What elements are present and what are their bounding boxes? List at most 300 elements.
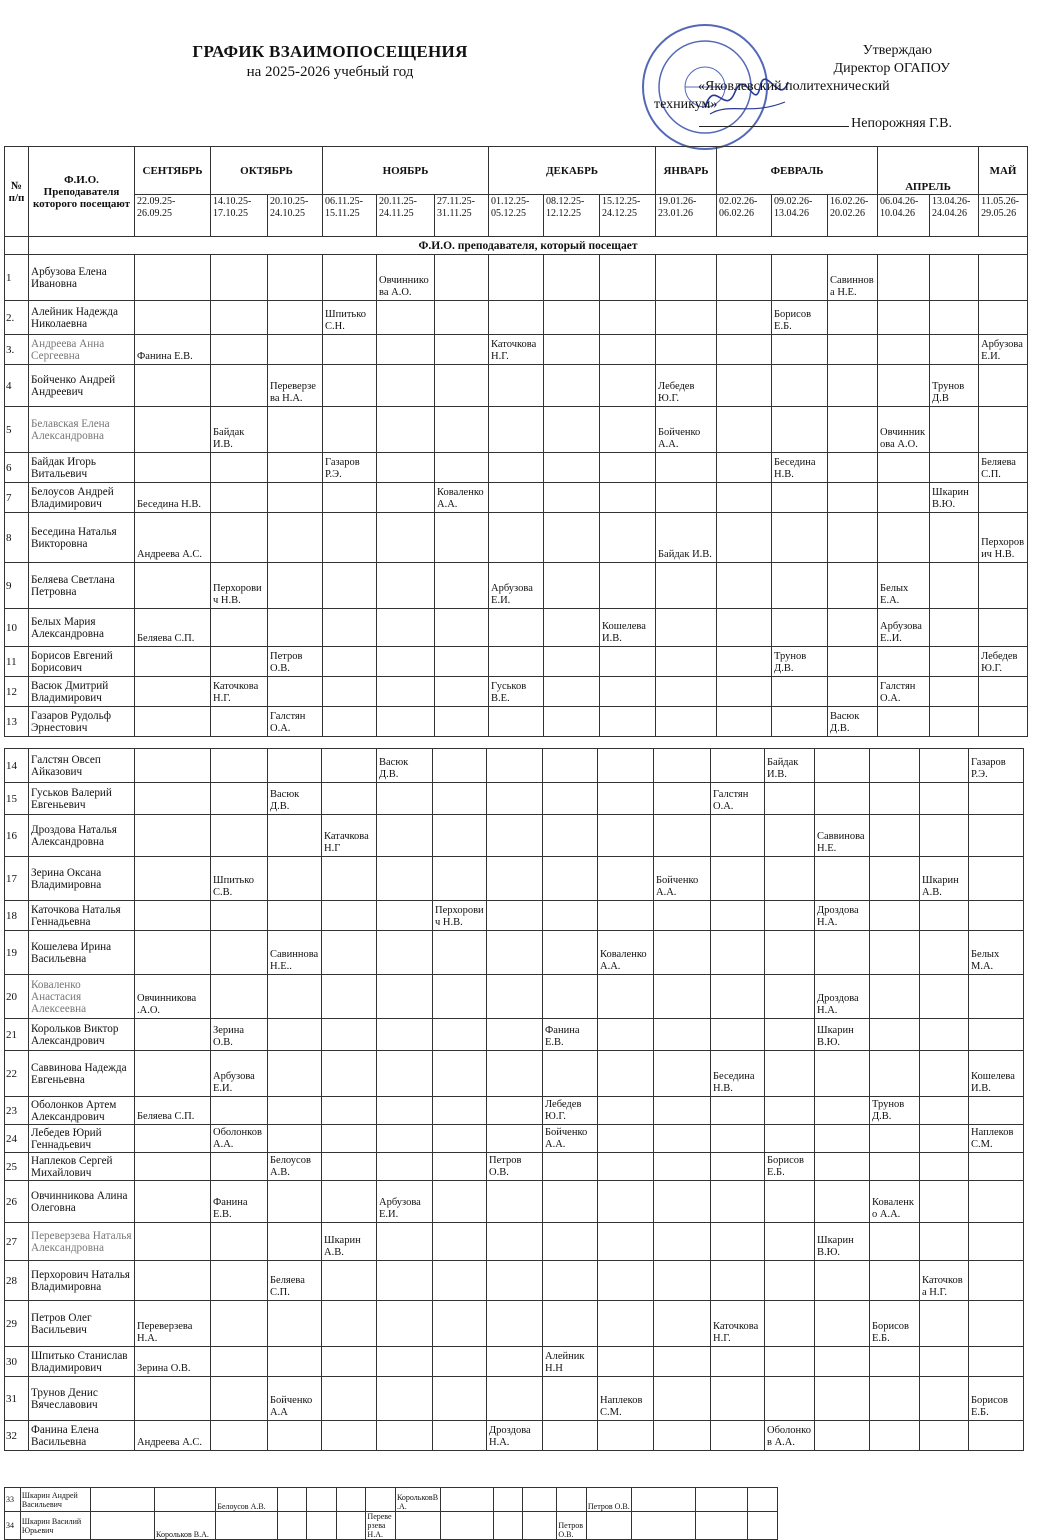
visiting-teacher-cell bbox=[135, 1377, 211, 1421]
visiting-teacher-cell bbox=[870, 1421, 920, 1451]
visiting-teacher-cell: Оболонков А.А. bbox=[765, 1421, 815, 1451]
teacher-name: Шкарин Василий Юрьевич bbox=[20, 1512, 90, 1540]
date-range-header: 14.10.25-17.10.25 bbox=[211, 195, 268, 237]
visiting-teacher-cell bbox=[323, 335, 377, 365]
visiting-teacher-cell: Васюк Д.В. bbox=[377, 749, 433, 783]
row-number: 32 bbox=[5, 1421, 29, 1451]
visiting-teacher-cell bbox=[377, 1301, 433, 1347]
row-number: 13 bbox=[5, 707, 29, 737]
teacher-name: Переверзева Наталья Александровна bbox=[29, 1223, 135, 1261]
visiting-teacher-cell bbox=[323, 365, 377, 407]
visiting-teacher-cell bbox=[920, 975, 969, 1019]
table-row bbox=[5, 647, 1028, 677]
visiting-teacher-cell bbox=[765, 783, 815, 815]
visiting-teacher-cell bbox=[487, 815, 543, 857]
visiting-teacher-cell bbox=[435, 677, 489, 707]
visiting-teacher-cell bbox=[323, 647, 377, 677]
visiting-teacher-cell bbox=[323, 407, 377, 453]
visiting-teacher-cell: Алейник Н.Н bbox=[543, 1347, 598, 1377]
visiting-teacher-cell: Петров О.В. bbox=[557, 1512, 587, 1540]
table-row bbox=[5, 1125, 1024, 1153]
visiting-teacher-cell bbox=[654, 749, 711, 783]
month-header-april: АПРЕЛЬ bbox=[878, 147, 979, 195]
row-number: 21 bbox=[5, 1019, 29, 1051]
visiting-teacher-cell bbox=[717, 707, 772, 737]
visiting-teacher-cell bbox=[870, 1153, 920, 1181]
visiting-teacher-cell bbox=[930, 513, 979, 563]
visiting-teacher-cell bbox=[828, 365, 878, 407]
table-row bbox=[5, 1153, 1024, 1181]
visiting-teacher-cell bbox=[969, 1421, 1024, 1451]
visiting-teacher-cell: Васюк Д.В. bbox=[268, 783, 322, 815]
visiting-teacher-cell bbox=[870, 975, 920, 1019]
visiting-teacher-cell bbox=[135, 1051, 211, 1097]
visiting-teacher-cell bbox=[654, 1347, 711, 1377]
visiting-teacher-cell bbox=[268, 1097, 322, 1125]
visiting-teacher-cell bbox=[969, 1019, 1024, 1051]
visiting-teacher-cell: Перхорович Н.В. bbox=[979, 513, 1028, 563]
visiting-teacher-cell bbox=[211, 1097, 268, 1125]
visiting-teacher-cell bbox=[377, 677, 435, 707]
visiting-teacher-cell bbox=[878, 513, 930, 563]
teacher-name: Петров Олег Васильевич bbox=[29, 1301, 135, 1347]
visiting-teacher-cell bbox=[435, 563, 489, 609]
visiting-teacher-cell: Фанина Е.В. bbox=[543, 1019, 598, 1051]
visiting-teacher-cell bbox=[323, 609, 377, 647]
teacher-name: Оболонков Артем Александрович bbox=[29, 1097, 135, 1125]
teacher-name: Шкарин Андрей Васильевич bbox=[20, 1488, 90, 1512]
table-row bbox=[5, 931, 1024, 975]
visiting-teacher-cell: Овчинникова А.О. bbox=[878, 407, 930, 453]
row-number: 27 bbox=[5, 1223, 29, 1261]
visiting-teacher-cell bbox=[544, 677, 600, 707]
visiting-teacher-cell bbox=[772, 609, 828, 647]
visiting-teacher-cell: Лебедев Ю.Г. bbox=[979, 647, 1028, 677]
visiting-teacher-cell bbox=[211, 931, 268, 975]
table-row bbox=[5, 1181, 1024, 1223]
teacher-name: Корольков Виктор Александрович bbox=[29, 1019, 135, 1051]
visiting-teacher-cell bbox=[656, 647, 717, 677]
visiting-teacher-cell bbox=[377, 453, 435, 483]
table-row bbox=[5, 1512, 778, 1540]
visiting-teacher-cell bbox=[433, 975, 487, 1019]
visiting-teacher-cell bbox=[489, 255, 544, 301]
visiting-teacher-cell bbox=[598, 1097, 654, 1125]
visiting-teacher-cell bbox=[543, 975, 598, 1019]
visiting-teacher-cell bbox=[654, 1181, 711, 1223]
visiting-teacher-cell bbox=[377, 901, 433, 931]
visiting-teacher-cell bbox=[600, 453, 656, 483]
row-number: 8 bbox=[5, 513, 29, 563]
teacher-name: Трунов Денис Вячеславович bbox=[29, 1377, 135, 1421]
teacher-name: Овчинникова Алина Олеговна bbox=[29, 1181, 135, 1223]
visiting-teacher-cell bbox=[969, 1181, 1024, 1223]
visiting-teacher-cell bbox=[815, 1421, 870, 1451]
visiting-teacher-cell bbox=[322, 1051, 377, 1097]
visiting-teacher-cell bbox=[828, 563, 878, 609]
visiting-teacher-cell bbox=[772, 335, 828, 365]
visiting-teacher-cell bbox=[377, 335, 435, 365]
date-range-header: 22.09.25-26.09.25 bbox=[135, 195, 211, 237]
row-number: 19 bbox=[5, 931, 29, 975]
visiting-teacher-cell bbox=[544, 453, 600, 483]
visiting-teacher-cell bbox=[598, 783, 654, 815]
table-row bbox=[5, 1223, 1024, 1261]
visiting-teacher-cell bbox=[711, 1153, 765, 1181]
visiting-teacher-cell bbox=[920, 1153, 969, 1181]
table-row bbox=[5, 857, 1024, 901]
row-number: 30 bbox=[5, 1347, 29, 1377]
visiting-teacher-cell bbox=[211, 901, 268, 931]
visiting-teacher-cell bbox=[377, 365, 435, 407]
visiting-teacher-cell bbox=[543, 901, 598, 931]
visiting-teacher-cell bbox=[598, 901, 654, 931]
visiting-teacher-cell: Белоусов А.В. bbox=[268, 1153, 322, 1181]
teacher-name: Галстян Овсеп Айказович bbox=[29, 749, 135, 783]
visiting-teacher-cell bbox=[600, 647, 656, 677]
visiting-teacher-cell bbox=[600, 407, 656, 453]
visiting-teacher-cell bbox=[433, 1301, 487, 1347]
visiting-teacher-cell bbox=[815, 1153, 870, 1181]
visiting-teacher-cell bbox=[323, 677, 377, 707]
teacher-name: Алейник Надежда Николаевна bbox=[29, 301, 135, 335]
visiting-teacher-cell bbox=[268, 255, 323, 301]
visiting-teacher-cell bbox=[815, 1261, 870, 1301]
visiting-teacher-cell: Наплеков С.М. bbox=[969, 1125, 1024, 1153]
visiting-teacher-cell bbox=[544, 255, 600, 301]
visiting-teacher-cell bbox=[598, 1223, 654, 1261]
visiting-teacher-cell bbox=[870, 1377, 920, 1421]
visiting-teacher-cell bbox=[211, 453, 268, 483]
visiting-teacher-cell bbox=[268, 857, 322, 901]
visiting-teacher-cell bbox=[930, 609, 979, 647]
visiting-teacher-cell: Беляева С.П. bbox=[268, 1261, 322, 1301]
visiting-teacher-cell: Лебедев Ю.Г. bbox=[656, 365, 717, 407]
table-row bbox=[5, 815, 1024, 857]
visiting-teacher-cell bbox=[600, 513, 656, 563]
visiting-teacher-cell bbox=[654, 815, 711, 857]
visiting-teacher-cell bbox=[717, 453, 772, 483]
visiting-teacher-cell bbox=[654, 1097, 711, 1125]
visiting-teacher-cell bbox=[487, 931, 543, 975]
visiting-teacher-cell bbox=[600, 707, 656, 737]
visiting-teacher-cell bbox=[600, 563, 656, 609]
visiting-teacher-cell bbox=[711, 901, 765, 931]
visiting-teacher-cell bbox=[543, 931, 598, 975]
visiting-teacher-cell bbox=[487, 783, 543, 815]
visiting-teacher-cell bbox=[323, 513, 377, 563]
visiting-teacher-cell bbox=[268, 335, 323, 365]
visiting-teacher-cell bbox=[211, 707, 268, 737]
teacher-name: Беляева Светлана Петровна bbox=[29, 563, 135, 609]
teacher-name: Борисов Евгений Борисович bbox=[29, 647, 135, 677]
visiting-teacher-cell bbox=[323, 707, 377, 737]
visiting-teacher-cell bbox=[969, 975, 1024, 1019]
visiting-teacher-cell bbox=[717, 483, 772, 513]
visiting-teacher-cell bbox=[268, 609, 323, 647]
visiting-teacher-cell bbox=[711, 1181, 765, 1223]
visiting-teacher-cell bbox=[433, 1377, 487, 1421]
visiting-teacher-cell bbox=[487, 1301, 543, 1347]
visiting-teacher-cell bbox=[772, 365, 828, 407]
row-number: 17 bbox=[5, 857, 29, 901]
visiting-teacher-cell bbox=[600, 255, 656, 301]
visiting-teacher-cell bbox=[543, 857, 598, 901]
visiting-teacher-cell bbox=[870, 749, 920, 783]
visiting-teacher-cell: Дроздова Н.А. bbox=[815, 975, 870, 1019]
teacher-name: Наплеков Сергей Михайлович bbox=[29, 1153, 135, 1181]
visiting-teacher-cell bbox=[277, 1512, 307, 1540]
visiting-teacher-cell bbox=[543, 815, 598, 857]
date-range-header: 13.04.26-24.04.26 bbox=[930, 195, 979, 237]
visiting-teacher-cell bbox=[211, 301, 268, 335]
visiting-teacher-cell bbox=[656, 563, 717, 609]
visiting-teacher-cell: Беседина Н.В. bbox=[772, 453, 828, 483]
visiting-teacher-cell bbox=[377, 815, 433, 857]
visiting-teacher-cell bbox=[930, 647, 979, 677]
visiting-teacher-cell bbox=[487, 1125, 543, 1153]
visiting-teacher-cell bbox=[322, 1019, 377, 1051]
visiting-teacher-cell bbox=[969, 1097, 1024, 1125]
visiting-teacher-cell bbox=[765, 857, 815, 901]
visiting-teacher-cell: Борисов Е.Б. bbox=[765, 1153, 815, 1181]
month-header-november: НОЯБРЬ bbox=[323, 147, 489, 195]
visiting-teacher-cell: Переверзева Н.А. bbox=[135, 1301, 211, 1347]
visiting-teacher-cell bbox=[772, 483, 828, 513]
visiting-teacher-cell bbox=[600, 365, 656, 407]
visiting-teacher-cell bbox=[135, 1223, 211, 1261]
visiting-teacher-cell bbox=[870, 1051, 920, 1097]
visiting-teacher-cell: Овчинникова А.О. bbox=[377, 255, 435, 301]
visiting-teacher-cell: Беседина Н.В. bbox=[711, 1051, 765, 1097]
row-number: 25 bbox=[5, 1153, 29, 1181]
visiting-teacher-cell: Белых Е.А. bbox=[878, 563, 930, 609]
visiting-teacher-cell bbox=[543, 1301, 598, 1347]
visiting-teacher-cell bbox=[920, 1347, 969, 1377]
date-range-header: 09.02.26-13.04.26 bbox=[772, 195, 828, 237]
visiting-teacher-cell: Шпитько С.Н. bbox=[323, 301, 377, 335]
visiting-teacher-cell bbox=[654, 1261, 711, 1301]
row-number: 29 bbox=[5, 1301, 29, 1347]
visiting-teacher-cell: Перхорович Н.В. bbox=[433, 901, 487, 931]
visiting-teacher-cell bbox=[600, 335, 656, 365]
visiting-teacher-cell bbox=[878, 483, 930, 513]
visiting-teacher-cell bbox=[377, 1347, 433, 1377]
row-number: 31 bbox=[5, 1377, 29, 1421]
visiting-teacher-cell bbox=[487, 901, 543, 931]
visiting-teacher-cell bbox=[395, 1512, 440, 1540]
visiting-teacher-cell bbox=[772, 407, 828, 453]
row-number: 15 bbox=[5, 783, 29, 815]
row-number: 4 bbox=[5, 365, 29, 407]
visiting-teacher-cell bbox=[135, 901, 211, 931]
visiting-teacher-cell bbox=[135, 677, 211, 707]
visiting-teacher-cell bbox=[598, 1019, 654, 1051]
visiting-teacher-cell bbox=[322, 1261, 377, 1301]
date-range-header: 11.05.26-29.05.26 bbox=[979, 195, 1028, 237]
visiting-teacher-cell: Шкарин В.Ю. bbox=[815, 1223, 870, 1261]
visiting-teacher-cell bbox=[717, 255, 772, 301]
visiting-teacher-cell bbox=[435, 513, 489, 563]
visiting-teacher-cell: Коваленко А.А. bbox=[598, 931, 654, 975]
visiting-teacher-cell bbox=[91, 1512, 155, 1540]
visiting-teacher-cell bbox=[322, 1153, 377, 1181]
visiting-teacher-cell: Андреева А.С. bbox=[135, 513, 211, 563]
visiting-teacher-cell: Петров О.В. bbox=[487, 1153, 543, 1181]
visiting-teacher-cell bbox=[543, 1153, 598, 1181]
visiting-teacher-cell bbox=[717, 677, 772, 707]
visiting-teacher-cell: Васюк Д.В. bbox=[828, 707, 878, 737]
visiting-teacher-cell bbox=[717, 513, 772, 563]
visiting-teacher-cell: Арбузова Е.И. bbox=[211, 1051, 268, 1097]
visiting-teacher-cell bbox=[336, 1488, 366, 1512]
visiting-teacher-cell bbox=[979, 407, 1028, 453]
visiting-teacher-cell: Шкарин В.Ю. bbox=[815, 1019, 870, 1051]
visiting-teacher-cell bbox=[654, 1223, 711, 1261]
visiting-teacher-cell bbox=[598, 1347, 654, 1377]
visiting-teacher-cell: Лебедев Ю.Г. bbox=[543, 1097, 598, 1125]
table-row bbox=[5, 1261, 1024, 1301]
teacher-name: Беседина Наталья Викторовна bbox=[29, 513, 135, 563]
visiting-teacher-cell bbox=[765, 975, 815, 1019]
visiting-teacher-cell bbox=[815, 931, 870, 975]
visiting-teacher-cell bbox=[377, 1097, 433, 1125]
table-row bbox=[5, 1488, 778, 1512]
visiting-teacher-cell bbox=[377, 1019, 433, 1051]
row-number: 1 bbox=[5, 255, 29, 301]
visiting-teacher-cell bbox=[815, 1125, 870, 1153]
table-row bbox=[5, 677, 1028, 707]
visiting-teacher-cell: Шкарин В.Ю. bbox=[930, 483, 979, 513]
visiting-teacher-cell bbox=[433, 815, 487, 857]
visiting-teacher-cell bbox=[920, 815, 969, 857]
visiting-teacher-cell bbox=[815, 783, 870, 815]
visiting-teacher-cell bbox=[870, 1223, 920, 1261]
table-row bbox=[5, 1301, 1024, 1347]
visiting-teacher-cell bbox=[487, 1377, 543, 1421]
teacher-name: Коваленко Анастасия Алексеевна bbox=[29, 975, 135, 1019]
visiting-teacher-cell bbox=[711, 975, 765, 1019]
visiting-teacher-cell: Газаров Р.Э. bbox=[969, 749, 1024, 783]
visiting-teacher-cell bbox=[557, 1488, 587, 1512]
visiting-teacher-cell bbox=[487, 1097, 543, 1125]
visiting-teacher-cell bbox=[772, 563, 828, 609]
visiting-teacher-cell bbox=[969, 1153, 1024, 1181]
row-number: 10 bbox=[5, 609, 29, 647]
visiting-teacher-cell bbox=[598, 1181, 654, 1223]
visiting-teacher-cell: Корольков В.А. bbox=[155, 1512, 216, 1540]
visiting-teacher-cell bbox=[543, 783, 598, 815]
row-number: 12 bbox=[5, 677, 29, 707]
visiting-teacher-cell bbox=[815, 749, 870, 783]
teacher-name: Саввинова Надежда Евгеньевна bbox=[29, 1051, 135, 1097]
visiting-teacher-cell bbox=[656, 609, 717, 647]
visiting-teacher-cell bbox=[135, 365, 211, 407]
visiting-teacher-cell bbox=[135, 815, 211, 857]
visiting-teacher-cell bbox=[772, 677, 828, 707]
visiting-teacher-cell bbox=[717, 407, 772, 453]
visiting-teacher-cell bbox=[543, 1377, 598, 1421]
visiting-teacher-cell bbox=[654, 1421, 711, 1451]
visiting-teacher-cell bbox=[654, 1153, 711, 1181]
visiting-teacher-cell bbox=[543, 1181, 598, 1223]
visiting-teacher-cell bbox=[828, 513, 878, 563]
visiting-teacher-cell bbox=[323, 563, 377, 609]
visiting-teacher-cell bbox=[268, 563, 323, 609]
visiting-teacher-cell bbox=[489, 301, 544, 335]
visiting-spacer bbox=[5, 237, 29, 255]
visiting-teacher-cell bbox=[377, 1125, 433, 1153]
visiting-teacher-cell bbox=[765, 815, 815, 857]
visiting-teacher-cell bbox=[377, 1421, 433, 1451]
visiting-teacher-cell bbox=[711, 749, 765, 783]
visiting-teacher-cell bbox=[323, 483, 377, 513]
visiting-teacher-cell bbox=[487, 1051, 543, 1097]
visiting-teacher-cell bbox=[336, 1512, 366, 1540]
visiting-teacher-cell bbox=[600, 483, 656, 513]
visiting-teacher-cell bbox=[920, 1125, 969, 1153]
visiting-teacher-cell bbox=[135, 1261, 211, 1301]
visiting-teacher-cell bbox=[930, 407, 979, 453]
visiting-teacher-cell bbox=[377, 1377, 433, 1421]
visiting-teacher-cell: Петров О.В. bbox=[268, 647, 323, 677]
visiting-teacher-cell bbox=[377, 513, 435, 563]
visiting-teacher-cell: Наплеков С.М. bbox=[598, 1377, 654, 1421]
date-range-header: 01.12.25-05.12.25 bbox=[489, 195, 544, 237]
visiting-teacher-cell bbox=[268, 1125, 322, 1153]
visiting-teacher-cell bbox=[211, 1223, 268, 1261]
table-row bbox=[5, 255, 1028, 301]
visiting-teacher-cell bbox=[487, 1347, 543, 1377]
visiting-teacher-cell bbox=[772, 513, 828, 563]
visiting-teacher-cell bbox=[322, 783, 377, 815]
visiting-teacher-cell bbox=[765, 1301, 815, 1347]
table-row bbox=[5, 365, 1028, 407]
visiting-teacher-cell bbox=[489, 407, 544, 453]
visiting-teacher-cell bbox=[920, 1019, 969, 1051]
visiting-teacher-cell: Зерина О.В. bbox=[135, 1347, 211, 1377]
visiting-teacher-cell bbox=[632, 1512, 696, 1540]
visiting-teacher-cell bbox=[815, 1097, 870, 1125]
visiting-teacher-cell bbox=[870, 1019, 920, 1051]
visiting-teacher-cell: Оболонков А.А. bbox=[211, 1125, 268, 1153]
month-header-february: ФЕВРАЛЬ bbox=[717, 147, 878, 195]
visiting-teacher-cell bbox=[487, 1223, 543, 1261]
row-number: 33 bbox=[5, 1488, 21, 1512]
visiting-teacher-cell: Кошелева И.В. bbox=[600, 609, 656, 647]
visiting-teacher-cell bbox=[322, 857, 377, 901]
visiting-teacher-cell bbox=[268, 1301, 322, 1347]
visiting-teacher-cell bbox=[211, 1377, 268, 1421]
visiting-teacher-cell bbox=[268, 677, 323, 707]
visiting-teacher-cell bbox=[878, 365, 930, 407]
visiting-teacher-cell bbox=[656, 255, 717, 301]
visiting-teacher-cell bbox=[920, 1421, 969, 1451]
visiting-teacher-cell bbox=[544, 513, 600, 563]
visiting-teacher-cell bbox=[322, 1125, 377, 1153]
visiting-teacher-cell bbox=[979, 255, 1028, 301]
visiting-teacher-cell bbox=[828, 647, 878, 677]
approval-line-3: «Яковлевский политехнический bbox=[698, 79, 890, 94]
visiting-teacher-cell bbox=[135, 707, 211, 737]
visiting-teacher-cell bbox=[435, 335, 489, 365]
visiting-teacher-cell bbox=[920, 901, 969, 931]
visiting-teacher-cell bbox=[211, 647, 268, 677]
visiting-teacher-cell bbox=[815, 857, 870, 901]
visiting-teacher-cell: Перхорович Н.В. bbox=[211, 563, 268, 609]
visiting-teacher-cell bbox=[654, 1019, 711, 1051]
date-range-header: 15.12.25-24.12.25 bbox=[600, 195, 656, 237]
